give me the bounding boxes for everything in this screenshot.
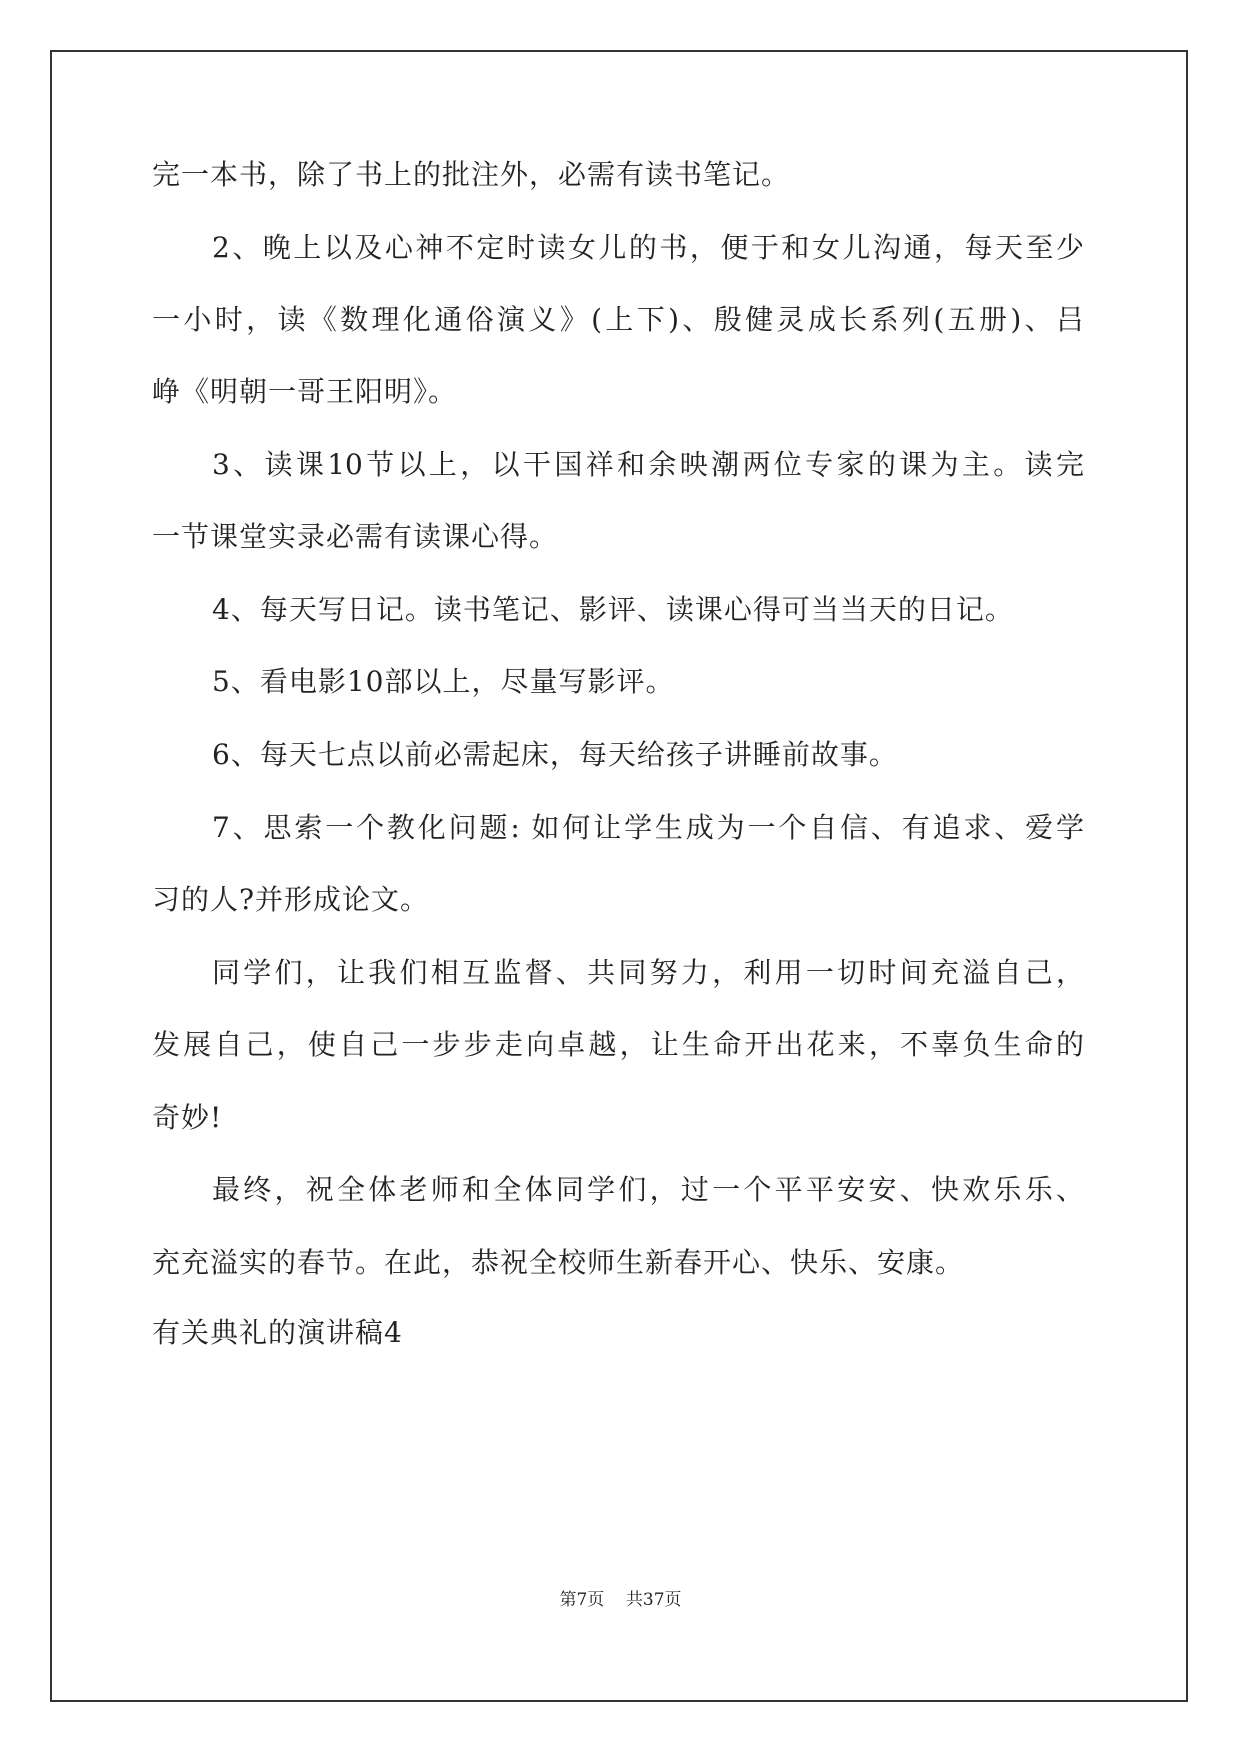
paragraph-line-13: 发展自己，使自己一步步走向卓越，让生命开出花来，不辜负生命的 [152,1028,1084,1061]
paragraph-line-9: 6、每天七点以前必需起床，每天给孩子讲睡前故事。 [212,738,898,771]
paragraph-line-3: 一小时，读《数理化通俗演义》(上下)、殷健灵成长系列(五册)、吕 [152,303,1084,336]
paragraph-line-10: 7、思索一个教化问题: 如何让学生成为一个自信、有追求、爱学 [212,811,1084,844]
paragraph-line-14: 奇妙! [152,1101,223,1134]
paragraph-line-16: 充充溢实的春节。在此，恭祝全校师生新春开心、快乐、安康。 [152,1246,965,1279]
paragraph-line-4: 峥《明朝一哥王阳明》。 [152,375,458,408]
paragraph-line-8: 5、看电影10部以上，尽量写影评。 [212,665,675,698]
paragraph-line-5: 3、读课10节以上，以干国祥和余映潮两位专家的课为主。读完 [212,448,1084,481]
paragraph-line-12: 同学们，让我们相互监督、共同努力，利用一切时间充溢自己， [212,956,1084,989]
paragraph-line-15: 最终，祝全体老师和全体同学们，过一个平平安安、快欢乐乐、 [212,1173,1084,1206]
paragraph-line-1: 完一本书，除了书上的批注外，必需有读书笔记。 [152,158,791,191]
paragraph-line-6: 一节课堂实录必需有读课心得。 [152,520,559,553]
paragraph-line-11: 习的人?并形成论文。 [152,883,430,916]
paragraph-line-7: 4、每天写日记。读书笔记、影评、读课心得可当当天的日记。 [212,593,1014,626]
page-number-footer: 第7页 共37页 [559,1590,682,1610]
section-heading: 有关典礼的演讲稿4 [152,1316,403,1349]
page-border [50,50,1188,1702]
paragraph-line-2: 2、晚上以及心神不定时读女儿的书，便于和女儿沟通，每天至少 [212,231,1084,264]
